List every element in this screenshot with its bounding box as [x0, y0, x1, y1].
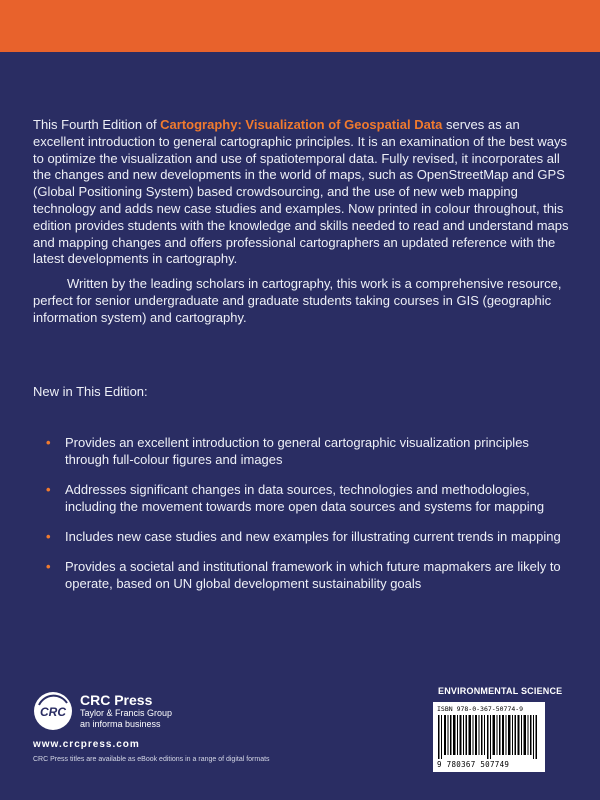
bullet-icon: •	[46, 482, 51, 497]
ebook-note: CRC Press titles are available as eBook editions in a range of digital formats	[33, 756, 270, 763]
new-edition-heading: New in This Edition:	[33, 384, 148, 399]
subject-category: ENVIRONMENTAL SCIENCE	[438, 686, 563, 696]
list-item: • Addresses significant changes in data sources, technologies and methodologies, including the movement towards more open data sources and systems for mapping	[46, 482, 545, 514]
list-item: • Provides an excellent introduction to general cartographic visualization principles through full-colour figures and images	[46, 435, 529, 467]
publisher-url[interactable]: www.crcpress.com	[33, 739, 140, 750]
isbn-label: ISBN 978-0-367-50774-9	[437, 705, 524, 713]
crc-logo-icon	[33, 691, 73, 731]
top-color-band	[0, 0, 600, 52]
publisher-block	[80, 692, 172, 730]
logo-text: CRC	[40, 705, 66, 719]
bullet-icon: •	[46, 435, 51, 450]
new-edition-list	[33, 434, 563, 605]
blurb-paragraph-1: This Fourth Edition of Cartography: Visualization of Geospatial Data serves as an excellent introduction to general cartographic principles. It is an examination of the best ways to optimize the visualization and use of spatiotemporal data. Fully revised, it incorporates all the changes and new developments in the world of maps, such as OpenStreetMap and GPS (Global Positioning System) based crowdsourcing, and the use of new web mapping technology and adds new case studies and examples. Now printed in colour throughout, this edition provides students with the knowledge and skills needed to read and understand maps and mapping changes and offers professional cartographers an updated reference with the latest developments in cartography.	[33, 117, 569, 267]
barcode-panel	[433, 702, 545, 772]
bullet-icon: •	[46, 559, 51, 574]
publisher-tagline: an informa business	[80, 719, 161, 729]
back-cover-blurb	[33, 117, 573, 327]
barcode-icon	[438, 715, 540, 759]
list-item: • Includes new case studies and new examples for illustrating current trends in mapping	[46, 529, 561, 544]
book-title-highlight: Cartography: Visualization of Geospatial Data	[160, 117, 443, 132]
blurb-paragraph-2: Written by the leading scholars in cartography, this work is a comprehensive resource, perfect for senior undergraduate and graduate students taking courses in GIS (geographic information system) and cartography.	[33, 276, 562, 325]
barcode-number: 9 780367 507749	[437, 760, 510, 769]
publisher-name: CRC Press	[80, 692, 153, 708]
publisher-group: Taylor & Francis Group	[80, 708, 173, 718]
bullet-icon: •	[46, 529, 51, 544]
list-item: • Provides a societal and institutional framework in which future mapmakers are likely to operate, based on UN global development sustainability goals	[46, 559, 561, 591]
